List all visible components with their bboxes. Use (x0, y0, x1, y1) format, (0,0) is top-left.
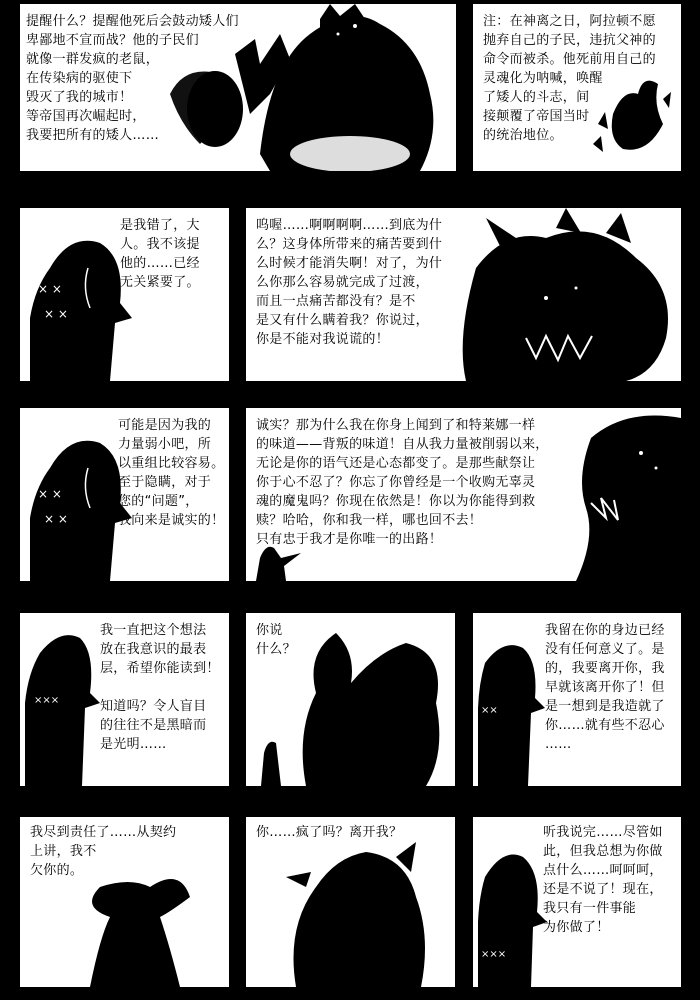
dialogue-text: 我留在你的身边已经 没有任何意义了。是 的，我要离开你，我 早就该离开你了！但 是一想到是我造就了 你……就有些不忍心 …… (545, 623, 665, 752)
svg-text:×××: ××× (34, 695, 60, 706)
dialogue-text: 可能是因为我的 力量弱小吧，所 以重组比较容易。 至于隐瞒，对于 您的“问题”， 我向来是诚实的！ (118, 418, 225, 528)
panel-6 (246, 408, 681, 581)
panel-2 (473, 4, 681, 171)
dialogue-text: 听我说完……尽管如 此，但我总想为你做 点什么……呵呵呵， 还是不说了！现在， 我只有一件事能 为你做了！ (543, 825, 663, 935)
panel-1 (20, 4, 456, 171)
svg-text:× ×: × × (44, 512, 68, 526)
panel-11 (246, 817, 455, 987)
panel-4 (246, 208, 681, 381)
svg-text:× ×: × × (44, 307, 68, 321)
panel-3 (20, 208, 229, 381)
footnote-text: 注：在神离之日，阿拉顿不愿 抛弃自己的子民，违抗父神的 命令而被杀。他死前用自己的 灵魂化为呐喊，唤醒 了矮人的斗志，间 接颠覆了帝国当时 的统治地位。 (483, 14, 656, 143)
panel-10 (20, 817, 229, 987)
dialogue-text: 是我错了，大 人。我不该提 他的……已经 无关紧要了。 (120, 218, 200, 290)
dialogue-text: 你说 什么？ (256, 623, 296, 657)
panel-9 (473, 613, 681, 786)
dialogue-text: 我尽到责任了……从契约 上讲，我不 欠你的。 (30, 825, 177, 878)
dialogue-text: 诚实？那为什么我在你身上闻到了和特莱娜一样 的味道——背叛的味道！自从我力量被削弱以来， 无论是你的语气还是心态都变了。是那些献祭让 你于心不忍了？你忘了你曾经是一个收购无辜灵 魂的魔鬼吗？你现在依然是！你以为你能得到救 赎？哈哈，你和我一样，哪也回不去！ 只有忠于我才是你唯一的出路！ (256, 418, 549, 547)
panel-8 (246, 613, 455, 786)
dialogue-text: 你……疯了吗？离开我？ (256, 825, 403, 840)
stitch-marks: × × (38, 282, 62, 296)
dialogue-text: 呜喔……啊啊啊啊……到底为什 么？这身体所带来的痛苦要到什 么时候才能消失啊！对了，为什 么你那么容易就完成了过渡， 而且一点痛苦都没有？是不 是又有什么瞒着我？你说过， 你是不能对我说谎的！ (256, 218, 443, 347)
dialogue-text: 我一直把这个想法 放在我意识的最表 层，希望你能读到！ 知道吗？令人盲目 的往往不是黑暗而 是光明…… (100, 623, 220, 752)
panel-12 (473, 817, 681, 987)
svg-text:×××: ××× (481, 949, 507, 960)
panel-7 (20, 613, 229, 786)
svg-text:××: ×× (481, 705, 498, 716)
panel-5 (20, 408, 229, 581)
svg-text:× ×: × × (38, 487, 62, 501)
dialogue-text: 提醒什么？提醒他死后会鼓动矮人们 卑鄙地不宣而战？他的子民们 就像一群发疯的老鼠， 在传染病的驱使下 毁灭了我的城市！ 等帝国再次崛起时， 我要把所有的矮人…… (26, 14, 239, 143)
beast-silhouette (246, 817, 455, 987)
